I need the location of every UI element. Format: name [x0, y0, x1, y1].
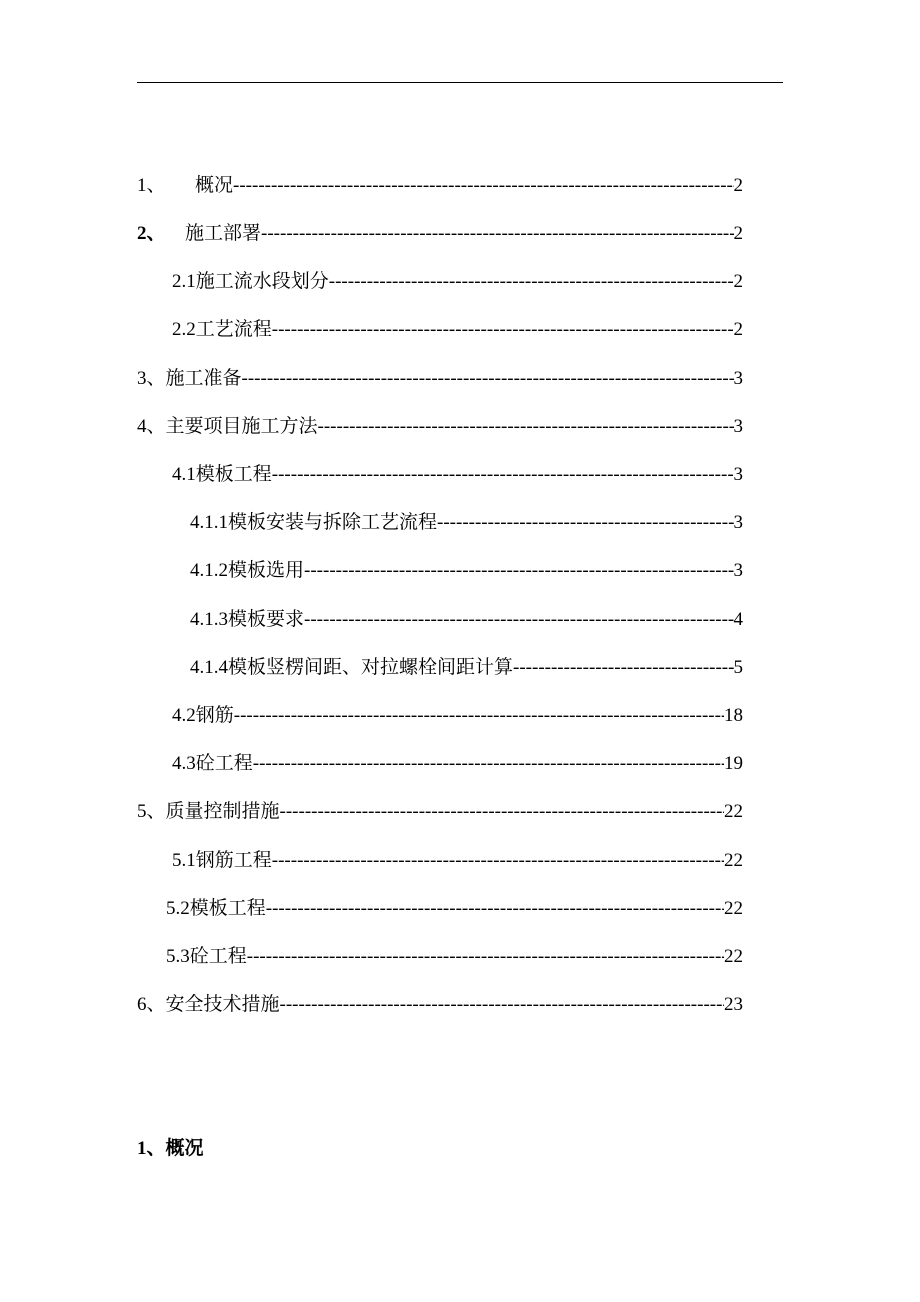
toc-dot-leader — [247, 943, 724, 970]
toc-entry-title: 模板工程 — [195, 463, 272, 485]
toc-dot-leader — [272, 461, 734, 488]
toc-entry-2[interactable] — [137, 219, 743, 247]
toc-dot-leader — [280, 798, 724, 825]
toc-entry-number: 5.1 — [172, 850, 196, 871]
toc-entry-4-1[interactable] — [172, 460, 743, 488]
toc-entry-5-3[interactable] — [166, 942, 743, 970]
toc-entry-title: 模板选用 — [228, 559, 305, 581]
toc-entry-page: 2 — [733, 271, 743, 292]
toc-entry-4-2[interactable] — [172, 701, 743, 729]
toc-entry-page: 3 — [733, 416, 743, 437]
toc-entry-5-2[interactable] — [166, 894, 743, 922]
toc-entry-title: 施工部署 — [185, 222, 262, 244]
toc-entry-number: 4、 — [137, 416, 166, 437]
toc-entry-4-3[interactable] — [172, 749, 743, 777]
toc-dot-leader — [304, 606, 733, 633]
toc-entry-page: 4 — [733, 609, 743, 630]
toc-entry-page: 22 — [724, 898, 743, 919]
toc-entry-title: 安全技术措施 — [165, 993, 280, 1015]
toc-dot-leader — [329, 268, 734, 295]
toc-entry-number: 4.3 — [172, 753, 196, 774]
toc-entry-page: 3 — [733, 464, 743, 485]
toc-entry-page: 19 — [724, 753, 743, 774]
toc-entry-page: 3 — [733, 560, 743, 581]
section-heading-title: 概况 — [165, 1137, 204, 1159]
toc-entry-4-1-1[interactable] — [190, 508, 743, 536]
toc-entry-title: 施工流水段划分 — [195, 270, 329, 292]
toc-entry-number: 4.1 — [172, 464, 196, 485]
toc-entry-6[interactable] — [137, 990, 743, 1018]
toc-entry-2-1[interactable] — [172, 267, 743, 295]
toc-dot-leader — [304, 557, 733, 584]
toc-entry-number: 1、 — [137, 175, 166, 196]
toc-entry-page: 23 — [724, 994, 743, 1015]
toc-dot-leader — [233, 172, 733, 199]
toc-entry-title: 工艺流程 — [195, 318, 272, 340]
toc-dot-leader — [318, 413, 734, 440]
toc-entry-title: 钢筋工程 — [195, 849, 272, 871]
toc-entry-number: 4.1.1 — [190, 512, 228, 533]
toc-entry-number: 2、 — [137, 223, 166, 244]
toc-entry-number: 4.2 — [172, 705, 196, 726]
toc-entry-number: 4.1.3 — [190, 609, 228, 630]
toc-dot-leader — [266, 895, 724, 922]
toc-entry-title: 质量控制措施 — [165, 800, 280, 822]
toc-dot-leader — [253, 750, 724, 777]
toc-entry-page: 22 — [724, 801, 743, 822]
toc-entry-page: 2 — [733, 223, 743, 244]
toc-entry-title: 施工准备 — [165, 367, 242, 389]
toc-entry-page: 2 — [733, 175, 743, 196]
toc-dot-leader — [272, 847, 724, 874]
toc-entry-page: 3 — [733, 368, 743, 389]
toc-dot-leader — [513, 654, 733, 681]
toc-entry-2-2[interactable] — [172, 315, 743, 343]
toc-dot-leader — [280, 991, 724, 1018]
toc-entry-page: 22 — [724, 850, 743, 871]
toc-entry-5-1[interactable] — [172, 846, 743, 874]
section-heading-number: 1、 — [137, 1138, 166, 1159]
toc-dot-leader — [242, 365, 734, 392]
toc-entry-number: 3、 — [137, 368, 166, 389]
toc-entry-number: 4.1.4 — [190, 657, 228, 678]
section-heading — [137, 1134, 204, 1163]
toc-entry-4-1-3[interactable] — [190, 605, 743, 633]
toc-entry-page: 22 — [724, 946, 743, 967]
toc-entry-number: 5.3 — [166, 946, 190, 967]
toc-entry-title: 模板安装与拆除工艺流程 — [228, 511, 438, 533]
toc-entry-5[interactable] — [137, 797, 743, 825]
toc-entry-title: 模板工程 — [189, 897, 266, 919]
toc-entry-4-1-2[interactable] — [190, 556, 743, 584]
toc-entry-page: 3 — [733, 512, 743, 533]
toc-entry-title: 模板要求 — [228, 608, 305, 630]
toc-entry-title: 钢筋 — [195, 704, 234, 726]
toc-entry-page: 18 — [724, 705, 743, 726]
toc-entry-number: 2.1 — [172, 271, 196, 292]
toc-entry-title: 概况 — [195, 174, 234, 196]
toc-entry-title: 主要项目施工方法 — [165, 415, 318, 437]
toc-entry-page: 5 — [733, 657, 743, 678]
toc-entry-number: 5、 — [137, 801, 166, 822]
toc-dot-leader — [234, 702, 724, 729]
toc-entry-number: 2.2 — [172, 319, 196, 340]
toc-entry-number: 6、 — [137, 994, 166, 1015]
toc-entry-1[interactable] — [137, 171, 743, 199]
toc-entry-4[interactable] — [137, 412, 743, 440]
toc-dot-leader — [261, 220, 733, 247]
toc-entry-number: 4.1.2 — [190, 560, 228, 581]
toc-entry-page: 2 — [733, 319, 743, 340]
toc-entry-number: 5.2 — [166, 898, 190, 919]
toc-entry-4-1-4[interactable] — [190, 653, 743, 681]
toc-entry-title: 模板竖楞间距、对拉螺栓间距计算 — [228, 656, 514, 678]
toc-entry-title: 砼工程 — [189, 945, 247, 967]
toc-entry-3[interactable] — [137, 364, 743, 392]
toc-dot-leader — [437, 509, 733, 536]
toc-dot-leader — [272, 316, 734, 343]
toc-entry-title: 砼工程 — [195, 752, 253, 774]
